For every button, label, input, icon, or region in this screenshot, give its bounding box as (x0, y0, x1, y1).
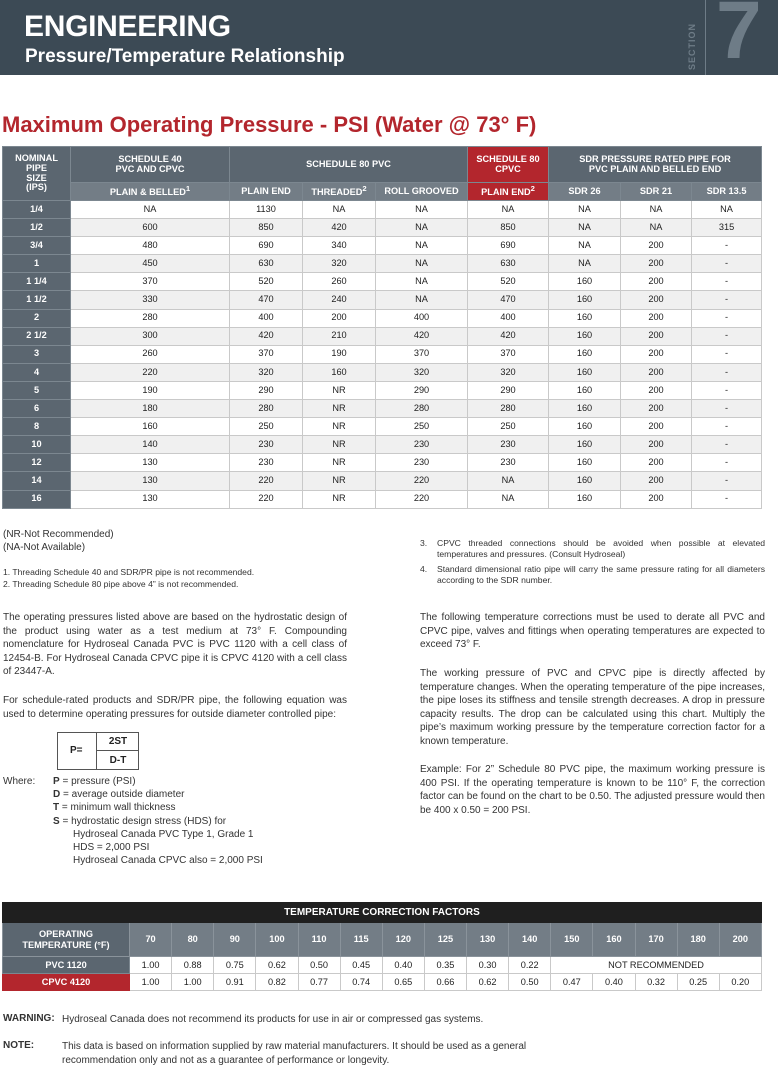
pressure-cell: NA (376, 255, 468, 273)
pressure-cell: 200 (621, 363, 692, 381)
pressure-formula (57, 732, 139, 770)
pressure-cell: 250 (230, 418, 303, 436)
pressure-cell: 450 (71, 255, 230, 273)
pvc-factor-cell: 0.22 (509, 957, 551, 974)
temp-header-cell: 150 (551, 923, 593, 957)
pressure-cell: 220 (376, 472, 468, 490)
table-row (3, 454, 762, 472)
pressure-cell: 160 (549, 436, 621, 454)
pressure-cell: 370 (376, 345, 468, 363)
pressure-cell: 160 (549, 472, 621, 490)
pressure-cell: NR (303, 418, 376, 436)
pressure-cell: - (692, 345, 762, 363)
footnote-2: 2. Threading Schedule 80 pipe above 4” is not recommended. (3, 579, 239, 589)
temp-header-cell: 100 (256, 923, 298, 957)
pressure-cell: NR (303, 400, 376, 418)
header-plain-belled: PLAIN & BELLED$^1$ (71, 183, 230, 201)
cpvc-4120-label: CPVC 4120 (3, 974, 130, 991)
pressure-cell: 190 (303, 345, 376, 363)
pressure-cell: 220 (230, 490, 303, 508)
temp-header-cell: 90 (214, 923, 256, 957)
pressure-cell: 240 (303, 291, 376, 309)
pressure-cell: 200 (621, 237, 692, 255)
pipe-size-cell: 1 1/4 (3, 273, 71, 291)
pressure-cell: - (692, 327, 762, 345)
table-row (3, 255, 762, 273)
pressure-cell: 140 (71, 436, 230, 454)
pressure-cell: 160 (549, 490, 621, 508)
pressure-cell: NA (468, 201, 549, 219)
page-title: Maximum Operating Pressure - PSI (Water @ 73° F) (2, 112, 537, 137)
pressure-cell: 260 (303, 273, 376, 291)
pressure-cell: - (692, 291, 762, 309)
pressure-cell: 340 (303, 237, 376, 255)
pressure-cell: NR (303, 472, 376, 490)
pressure-cell: 330 (71, 291, 230, 309)
pressure-cell: NA (549, 237, 621, 255)
pressure-cell: NA (376, 201, 468, 219)
cpvc-factor-cell: 0.47 (551, 974, 593, 991)
pressure-cell: 470 (468, 291, 549, 309)
para-right-3: Example: For 2” Schedule 80 PVC pipe, the maximum working pressure is 400 PSI. If the operating temperature is known to be 110° F, the correction factor can be found on the chart to be 0.50. The adjusted pressure would then be 400 x 0.50 = 200 PSI. (420, 764, 765, 816)
pvc-not-recommended: NOT RECOMMENDED (551, 957, 762, 974)
pressure-cell: 230 (376, 454, 468, 472)
cpvc-factor-cell: 0.25 (677, 974, 719, 991)
pressure-cell: 230 (468, 454, 549, 472)
table-row (3, 219, 762, 237)
pipe-size-cell: 1/2 (3, 219, 71, 237)
pipe-size-cell: 1/4 (3, 201, 71, 219)
pipe-size-cell: 2 (3, 309, 71, 327)
temp-header-cell: 115 (340, 923, 382, 957)
cpvc-factor-cell: 0.77 (298, 974, 340, 991)
para-left-1: The operating pressures listed above are based on the hydrostatic design of the product using water as a test medium at 73° F. Compounding nomenclature for Hydroseal Canada PVC is PVC 1120 with a cell class of 12454-B. For Hydroseal Canada CPVC pipe it is CPVC 4120 with a cell class of 23447-A. (3, 612, 347, 677)
pressure-cell: NA (376, 219, 468, 237)
pressure-cell: NA (549, 201, 621, 219)
pressure-cell: 160 (549, 345, 621, 363)
pressure-cell: 370 (71, 273, 230, 291)
pressure-table (2, 146, 762, 509)
temp-header-cell: 180 (677, 923, 719, 957)
pressure-cell: 130 (71, 472, 230, 490)
pressure-cell: NA (468, 490, 549, 508)
section-divider (705, 0, 706, 75)
pressure-cell: 230 (468, 436, 549, 454)
pressure-cell: 280 (71, 309, 230, 327)
header-nominal-size: NOMINAL PIPE SIZE (IPS) (3, 147, 71, 201)
warning-text: Hydroseal Canada does not recommend its products for use in air or compressed gas systems. (62, 1014, 484, 1025)
pressure-cell: 420 (376, 327, 468, 345)
temp-header-cell: 170 (635, 923, 677, 957)
header-roll-grooved: ROLL GROOVED (376, 183, 468, 201)
pressure-cell: 850 (230, 219, 303, 237)
pressure-cell: 400 (230, 309, 303, 327)
cpvc-factor-cell: 0.50 (509, 974, 551, 991)
temp-header-cell: 140 (509, 923, 551, 957)
pressure-cell: 190 (71, 381, 230, 399)
pressure-cell: - (692, 381, 762, 399)
pvc-factor-cell: 0.45 (340, 957, 382, 974)
pipe-size-cell: 10 (3, 436, 71, 454)
pressure-cell: 130 (71, 490, 230, 508)
pressure-cell: 600 (71, 219, 230, 237)
pressure-cell: 320 (303, 255, 376, 273)
temp-header-cell: 160 (593, 923, 635, 957)
pressure-cell: 160 (303, 363, 376, 381)
pressure-cell: 200 (621, 345, 692, 363)
footnote-3: CPVC threaded connections should be avoided when possible at elevated temperatures and pressures. (Consult Hydroseal) (437, 538, 765, 559)
table-row (3, 436, 762, 454)
abbrev-na: (NA-Not Available) (3, 542, 86, 553)
pvc-1120-label: PVC 1120 (3, 957, 130, 974)
pipe-size-cell: 5 (3, 381, 71, 399)
pressure-cell: 320 (376, 363, 468, 381)
table-row (3, 237, 762, 255)
pressure-cell: 290 (376, 381, 468, 399)
footnote-4: Standard dimensional ratio pipe will carry the same pressure rating for all diameters according to the SDR number. (437, 564, 765, 585)
footnote-3-num: 3. (420, 538, 428, 548)
pressure-cell: 850 (468, 219, 549, 237)
pressure-cell: - (692, 309, 762, 327)
pvc-factor-cell: 0.30 (467, 957, 509, 974)
pressure-cell: 160 (549, 273, 621, 291)
cpvc-factor-cell: 0.40 (593, 974, 635, 991)
pressure-cell: NR (303, 454, 376, 472)
pressure-cell: 160 (549, 454, 621, 472)
pressure-cell: 200 (621, 309, 692, 327)
pvc-factor-cell: 0.75 (214, 957, 256, 974)
pressure-cell: 130 (71, 454, 230, 472)
def-s-line-3: Hydroseal Canada CPVC also = 2,000 PSI (73, 855, 263, 867)
pipe-size-cell: 14 (3, 472, 71, 490)
pressure-cell: - (692, 418, 762, 436)
pressure-cell: 220 (71, 363, 230, 381)
temp-header-cell: 200 (719, 923, 761, 957)
cpvc-factor-cell: 0.20 (719, 974, 761, 991)
temp-header-cell: 125 (424, 923, 466, 957)
pipe-size-cell: 12 (3, 454, 71, 472)
def-s-line-1: Hydroseal Canada PVC Type 1, Grade 1 (73, 828, 254, 840)
header-subtitle: Pressure/Temperature Relationship (25, 46, 345, 67)
cpvc-factor-cell: 1.00 (130, 974, 172, 991)
pressure-cell: 200 (621, 436, 692, 454)
pressure-cell: 280 (230, 400, 303, 418)
header-title: ENGINEERING (24, 10, 231, 43)
pressure-cell: 200 (621, 490, 692, 508)
def-s: S = hydrostatic design stress (HDS) for (53, 815, 227, 827)
table-row (3, 327, 762, 345)
pressure-cell: 280 (376, 400, 468, 418)
pvc-factor-cell: 0.35 (424, 957, 466, 974)
formula-numerator: 2ST (96, 733, 139, 751)
pressure-cell: 160 (71, 418, 230, 436)
pressure-cell: 470 (230, 291, 303, 309)
pressure-cell: NA (71, 201, 230, 219)
header-plain-end: PLAIN END (230, 183, 303, 201)
pressure-cell: 200 (621, 418, 692, 436)
cpvc-factor-cell: 0.65 (382, 974, 424, 991)
pressure-cell: 400 (468, 309, 549, 327)
pressure-cell: 200 (303, 309, 376, 327)
def-d: D = average outside diameter (53, 789, 185, 801)
pipe-size-cell: 3 (3, 345, 71, 363)
pipe-size-cell: 16 (3, 490, 71, 508)
table-row (3, 418, 762, 436)
pressure-cell: 690 (468, 237, 549, 255)
def-p: P = pressure (PSI) (53, 776, 136, 787)
pressure-cell: - (692, 454, 762, 472)
header-sdr-26: SDR 26 (549, 183, 621, 201)
pressure-cell: - (692, 436, 762, 454)
footnote-4-num: 4. (420, 564, 428, 574)
pressure-cell: NA (692, 201, 762, 219)
cpvc-factor-cell: 0.32 (635, 974, 677, 991)
pressure-cell: NA (621, 201, 692, 219)
cpvc-factor-cell: 0.62 (467, 974, 509, 991)
pvc-factor-cell: 0.50 (298, 957, 340, 974)
pressure-cell: 230 (230, 454, 303, 472)
pressure-cell: 160 (549, 418, 621, 436)
formula-lhs: P= (70, 745, 83, 756)
footnote-1: 1. Threading Schedule 40 and SDR/PR pipe is not recommended. (3, 567, 255, 577)
pressure-cell: - (692, 363, 762, 381)
pressure-cell: - (692, 255, 762, 273)
pipe-size-cell: 2 1/2 (3, 327, 71, 345)
pressure-cell: 520 (230, 273, 303, 291)
pressure-cell: - (692, 472, 762, 490)
pressure-cell: 220 (376, 490, 468, 508)
pressure-cell: 690 (230, 237, 303, 255)
cpvc-factor-cell: 1.00 (172, 974, 214, 991)
pressure-cell: - (692, 273, 762, 291)
pressure-cell: NA (549, 219, 621, 237)
cpvc-factor-cell: 0.66 (424, 974, 466, 991)
pressure-cell: 400 (376, 309, 468, 327)
pressure-cell: NA (621, 219, 692, 237)
pressure-cell: 630 (230, 255, 303, 273)
operating-temp-header: OPERATING TEMPERATURE (°F) (3, 923, 130, 957)
pressure-cell: 230 (230, 436, 303, 454)
pressure-cell: 200 (621, 255, 692, 273)
pressure-cell: 420 (230, 327, 303, 345)
pressure-cell: 480 (71, 237, 230, 255)
pressure-cell: 200 (621, 454, 692, 472)
header-schedule-80-cpvc: SCHEDULE 80 CPVC (468, 147, 549, 183)
pipe-size-cell: 8 (3, 418, 71, 436)
table-row (3, 490, 762, 508)
para-right-2: The working pressure of PVC and CPVC pipe is directly affected by temperature changes. When the operating temperature of the pipe increases, the pipe loses its stiffness and tensile strength decreases. A drop in pressure capacity results. The drop can be calculated using this chart. Multiply the pipe’s maximum working pressure by the temperature correction factor for a known temperature. (420, 668, 765, 747)
temp-header-cell: 110 (298, 923, 340, 957)
cpvc-factor-cell: 0.74 (340, 974, 382, 991)
pressure-cell: 520 (468, 273, 549, 291)
header-sdr-13-5: SDR 13.5 (692, 183, 762, 201)
table-row (3, 345, 762, 363)
pressure-cell: 200 (621, 381, 692, 399)
table-row (3, 400, 762, 418)
table-row (3, 273, 762, 291)
pvc-factor-cell: 0.40 (382, 957, 424, 974)
table-row (3, 201, 762, 219)
pressure-cell: NA (303, 201, 376, 219)
pressure-cell: 160 (549, 327, 621, 345)
pressure-cell: 220 (230, 472, 303, 490)
pvc-factor-cell: 0.62 (256, 957, 298, 974)
pressure-cell: 200 (621, 400, 692, 418)
pressure-cell: 260 (71, 345, 230, 363)
header-plain-end-cpvc: PLAIN END$^2$ (468, 183, 549, 201)
cpvc-factor-cell: 0.82 (256, 974, 298, 991)
pressure-cell: NA (468, 472, 549, 490)
note-text: This data is based on information supplied by raw material manufacturers. It should be used as a general recommendation only and not as a guarantee of performance or longevity. (62, 1041, 527, 1066)
pressure-cell: 320 (230, 363, 303, 381)
where-label: Where: (3, 776, 36, 787)
pressure-cell: 160 (549, 291, 621, 309)
table-row (3, 472, 762, 490)
section-number: 7 (716, 0, 762, 76)
pvc-factor-cell: 1.00 (130, 957, 172, 974)
pressure-cell: 290 (468, 381, 549, 399)
pressure-cell: 200 (621, 472, 692, 490)
pressure-cell: 160 (549, 309, 621, 327)
pressure-cell: NR (303, 436, 376, 454)
pressure-cell: NA (376, 273, 468, 291)
pressure-cell: 160 (549, 363, 621, 381)
pressure-cell: 200 (621, 291, 692, 309)
pressure-cell: 180 (71, 400, 230, 418)
pressure-cell: - (692, 400, 762, 418)
pipe-size-cell: 1 1/2 (3, 291, 71, 309)
warning-label: WARNING: (3, 1013, 55, 1024)
pressure-cell: 320 (468, 363, 549, 381)
pressure-cell: 370 (230, 345, 303, 363)
pressure-cell: 420 (303, 219, 376, 237)
section-label: SECTION (687, 22, 697, 70)
pressure-cell: 200 (621, 273, 692, 291)
note-label: NOTE: (3, 1040, 35, 1051)
formula-denominator: D-T (96, 751, 139, 770)
pressure-cell: NA (376, 237, 468, 255)
temp-header-cell: 80 (172, 923, 214, 957)
pressure-cell: 160 (549, 381, 621, 399)
temperature-correction-table (2, 902, 762, 991)
header-sdr-21: SDR 21 (621, 183, 692, 201)
temp-header-cell: 120 (382, 923, 424, 957)
def-s-line-2: HDS = 2,000 PSI (73, 841, 150, 853)
pressure-cell: 250 (468, 418, 549, 436)
pressure-cell: NR (303, 490, 376, 508)
pressure-cell: NA (549, 255, 621, 273)
table-row (3, 381, 762, 399)
table-row (3, 291, 762, 309)
pipe-size-cell: 1 (3, 255, 71, 273)
page-header (0, 0, 778, 75)
header-schedule-80-pvc: SCHEDULE 80 PVC (230, 147, 468, 183)
temp-header-cell: 130 (467, 923, 509, 957)
pressure-cell: - (692, 237, 762, 255)
pressure-cell: 1130 (230, 201, 303, 219)
header-sdr: SDR PRESSURE RATED PIPE FOR PVC PLAIN AND BELLED END (549, 147, 762, 183)
pressure-cell: 280 (468, 400, 549, 418)
pressure-cell: 290 (230, 381, 303, 399)
pressure-cell: - (692, 490, 762, 508)
para-right-1: The following temperature corrections must be used to derate all PVC and CPVC pipe, valves and fittings when operating temperatures are expected to exceed 73° F. (420, 612, 765, 650)
pressure-cell: 230 (376, 436, 468, 454)
para-left-2: For schedule-rated products and SDR/PR pipe, the following equation was used to determine operating pressures for outside diameter controlled pipe: (3, 695, 347, 720)
pressure-cell: 210 (303, 327, 376, 345)
pipe-size-cell: 6 (3, 400, 71, 418)
pressure-cell: 315 (692, 219, 762, 237)
pressure-cell: 420 (468, 327, 549, 345)
pressure-cell: 250 (376, 418, 468, 436)
pressure-cell: NA (376, 291, 468, 309)
header-schedule-40: SCHEDULE 40 PVC AND CPVC (71, 147, 230, 183)
pressure-cell: 370 (468, 345, 549, 363)
temp-header-cell: 70 (130, 923, 172, 957)
pressure-cell: 160 (549, 400, 621, 418)
pipe-size-cell: 4 (3, 363, 71, 381)
pressure-cell: NR (303, 381, 376, 399)
table-row (3, 363, 762, 381)
pressure-cell: 200 (621, 327, 692, 345)
temp-table-title: TEMPERATURE CORRECTION FACTORS (3, 903, 762, 923)
def-t: T = minimum wall thickness (53, 802, 176, 814)
abbrev-nr: (NR-Not Recommended) (3, 529, 114, 540)
pipe-size-cell: 3/4 (3, 237, 71, 255)
header-threaded: THREADED$^2$ (303, 183, 376, 201)
pressure-cell: 630 (468, 255, 549, 273)
pvc-factor-cell: 0.88 (172, 957, 214, 974)
table-row (3, 309, 762, 327)
pressure-cell: 300 (71, 327, 230, 345)
cpvc-factor-cell: 0.91 (214, 974, 256, 991)
